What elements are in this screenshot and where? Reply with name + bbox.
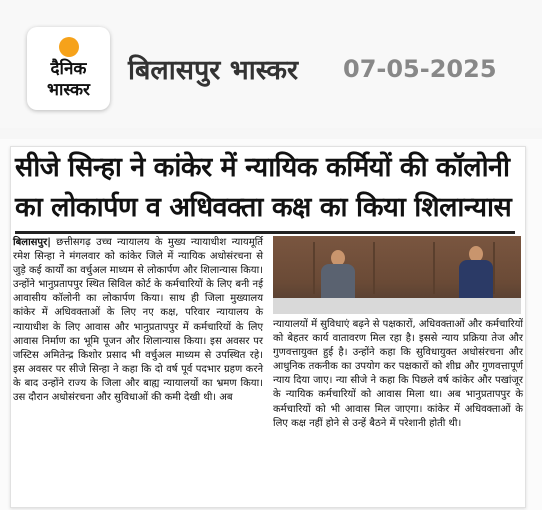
headline-rule <box>15 231 515 234</box>
adjacent-clipping-edge <box>528 146 542 506</box>
news-clipping <box>10 146 526 508</box>
news-photo <box>273 236 521 314</box>
chief-justice-figure <box>321 250 355 302</box>
article-column-1 <box>13 236 263 405</box>
sun-icon <box>59 37 79 57</box>
edition-title: बिलासपुर भास्कर <box>128 55 298 86</box>
page-header <box>0 0 542 128</box>
headline-line2: का लोकार्पण व अधिवक्ता कक्ष का किया शिलान्यास <box>15 192 512 223</box>
logo-text-line2: भास्कर <box>47 80 90 100</box>
headline-line1: सीजे सिन्हा ने कांकेर में न्यायिक कर्मियों की कॉलोनी <box>15 152 510 183</box>
article-column-2: न्यायालयों में सुविधाएं बढ़ने से पक्षकारों, अधिवक्ताओं और कर्मचारियों को बेहतर कार्य वातावरण मिल रहा है। इससे न्याय प्रक्रिया तेज और गुणवत्तायुक्त हुई है। उन्होंने कहा कि सुविधायुक्त अधोसंरचना और आधुनिक तकनीक का उपयोग कर पक्षकारों को शीघ्र और गुणवत्तापूर्ण न्याय दिया जाए। न्या सीजे ने कहा कि पिछले वर्ष कांकेर और पखांजूर के न्यायिक कर्मचारियों को आवास मिला था। अब भानुप्रतापपुर के कर्मचारियों को भी आवास मिल जाएगा। कांकेर में अधिवक्ताओं के लिए कक्ष नहीं होने से उन्हें बैठने में परेशानी होती थी। <box>273 319 523 429</box>
logo-text-line1: दैनिक <box>50 59 87 79</box>
wall-panel <box>373 242 375 294</box>
edition-date: 07-05-2025 <box>343 55 497 83</box>
wall-panel <box>313 242 315 294</box>
wall-panel <box>493 242 495 294</box>
justice-figure <box>459 246 493 302</box>
column-1-text: छत्तीसगढ़ उच्च न्यायालय के मुख्य न्यायाधीश न्यायमूर्ति रमेश सिन्हा ने मंगलवार को कांकेर जिले में न्यायिक अधोसंरचना से जुड़े कई कार्यों का वर्चुअल माध्यम से लोकार्पण और शिलान्यास किया। उन्होंने भानुप्रतापपुर स्थित सिविल कोर्ट के कर्मचारियों के लिए बनी नई आवासीय कॉलोनी का लोकार्पण किया। साथ ही जिला मुख्यालय कांकेर में अधिवक्ताओं के लिए नए कक्ष, परिवार न्यायालय के न्यायाधीश के लिए आवास और भानुप्रतापपुर में कर्मचारियों के लिए आवास निर्माण का भूमि पूजन और शिलान्यास किया। इस अवसर पर जस्टिस अमितेन्द्र किशोर प्रसाद भी वर्चुअल माध्यम से उपस्थित रहे। इस अवसर पर सीजे सिन्हा ने कहा कि दो वर्ष पूर्व पदभार ग्रहण करने के बाद उन्होंने राज्य के जिला और बाह्य न्यायालयों का भ्रमण किया। उस दौरान अधोसंरचना और सुविधाओं की कमी देखी थी। अब <box>13 237 263 404</box>
wall-panel <box>433 242 435 294</box>
conference-desk <box>273 298 521 314</box>
dateline: बिलासपुर| <box>13 237 51 248</box>
dainik-bhaskar-logo[interactable] <box>27 27 110 110</box>
